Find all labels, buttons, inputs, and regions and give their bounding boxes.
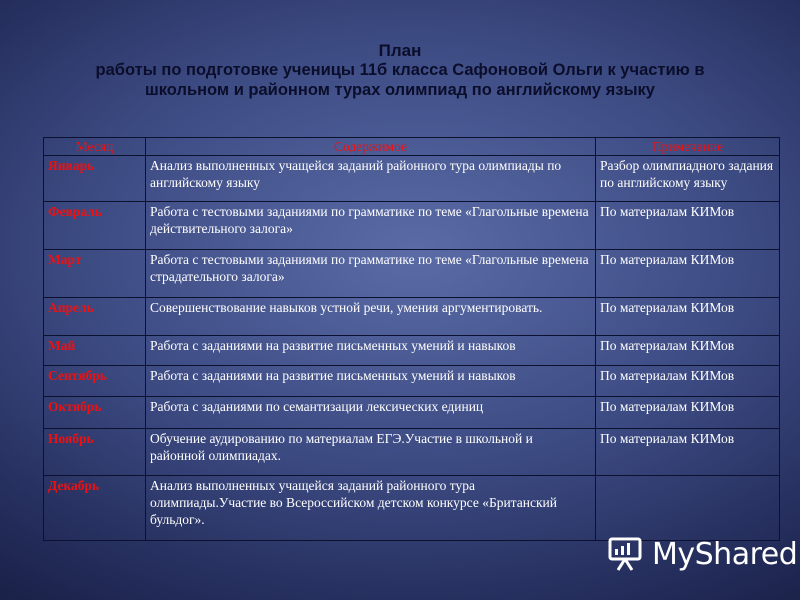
table-row	[44, 366, 780, 397]
content-cell: Работа с тестовыми заданиями по грамматике по теме «Глагольные времена страдательного залога»	[146, 250, 596, 298]
note-cell: Разбор олимпиадного задания по английскому языку	[596, 156, 780, 202]
table-row	[44, 298, 780, 336]
logo-text: MyShared	[652, 536, 798, 572]
title-line-1: План	[378, 41, 422, 60]
content-cell: Обучение аудированию по материалам ЕГЭ.Участие в школьной и районной олимпиадах.	[146, 429, 596, 476]
month-cell: Апрель	[44, 298, 146, 336]
month-cell: Октябрь	[44, 397, 146, 429]
content-cell: Совершенствование навыков устной речи, умения аргументировать.	[146, 298, 596, 336]
content-cell: Работа с заданиями на развитие письменных умений и навыков	[146, 336, 596, 366]
table-row	[44, 397, 780, 429]
title-line-3: школьном и районном турах олимпиад по английскому языку	[145, 80, 655, 99]
title-line-2: работы по подготовке ученицы 11б класса Сафоновой Ольги к участию в	[95, 61, 705, 79]
note-cell: По материалам КИМов	[596, 397, 780, 429]
table-row	[44, 429, 780, 476]
month-cell: Сентябрь	[44, 366, 146, 397]
month-cell: Февраль	[44, 202, 146, 250]
note-cell	[596, 476, 780, 541]
month-cell: Декабрь	[44, 476, 146, 541]
month-cell: Март	[44, 250, 146, 298]
content-cell: Анализ выполненных учащейся заданий районного тура олимпиады.Участие во Всероссийском детском конкурсе «Британский бульдог».	[146, 476, 596, 541]
table-header-row	[44, 138, 780, 156]
slide-title	[40, 40, 760, 100]
table-row	[44, 202, 780, 250]
note-cell: По материалам КИМов	[596, 429, 780, 476]
table-row	[44, 250, 780, 298]
content-cell: Работа с тестовыми заданиями по грамматике по теме «Глагольные времена действительного залога»	[146, 202, 596, 250]
note-cell: По материалам КИМов	[596, 202, 780, 250]
header-content: Содержимое	[146, 138, 596, 156]
header-month: Месяц	[44, 138, 146, 156]
month-cell: Ноябрь	[44, 429, 146, 476]
note-cell: По материалам КИМов	[596, 366, 780, 397]
header-note: Примечание	[596, 138, 780, 156]
note-cell: По материалам КИМов	[596, 298, 780, 336]
content-cell: Анализ выполненных учащейся заданий районного тура олимпиады по английскому языку	[146, 156, 596, 202]
presentation-board-icon	[606, 534, 646, 574]
table-row	[44, 476, 780, 541]
plan-table	[43, 137, 780, 541]
table-row	[44, 156, 780, 202]
content-cell: Работа с заданиями по семантизации лексических единиц	[146, 397, 596, 429]
content-cell: Работа с заданиями на развитие письменных умений и навыков	[146, 366, 596, 397]
note-cell: По материалам КИМов	[596, 336, 780, 366]
month-cell: Январь	[44, 156, 146, 202]
month-cell: Май	[44, 336, 146, 366]
myshared-logo	[606, 532, 797, 576]
note-cell: По материалам КИМов	[596, 250, 780, 298]
table-row	[44, 336, 780, 366]
